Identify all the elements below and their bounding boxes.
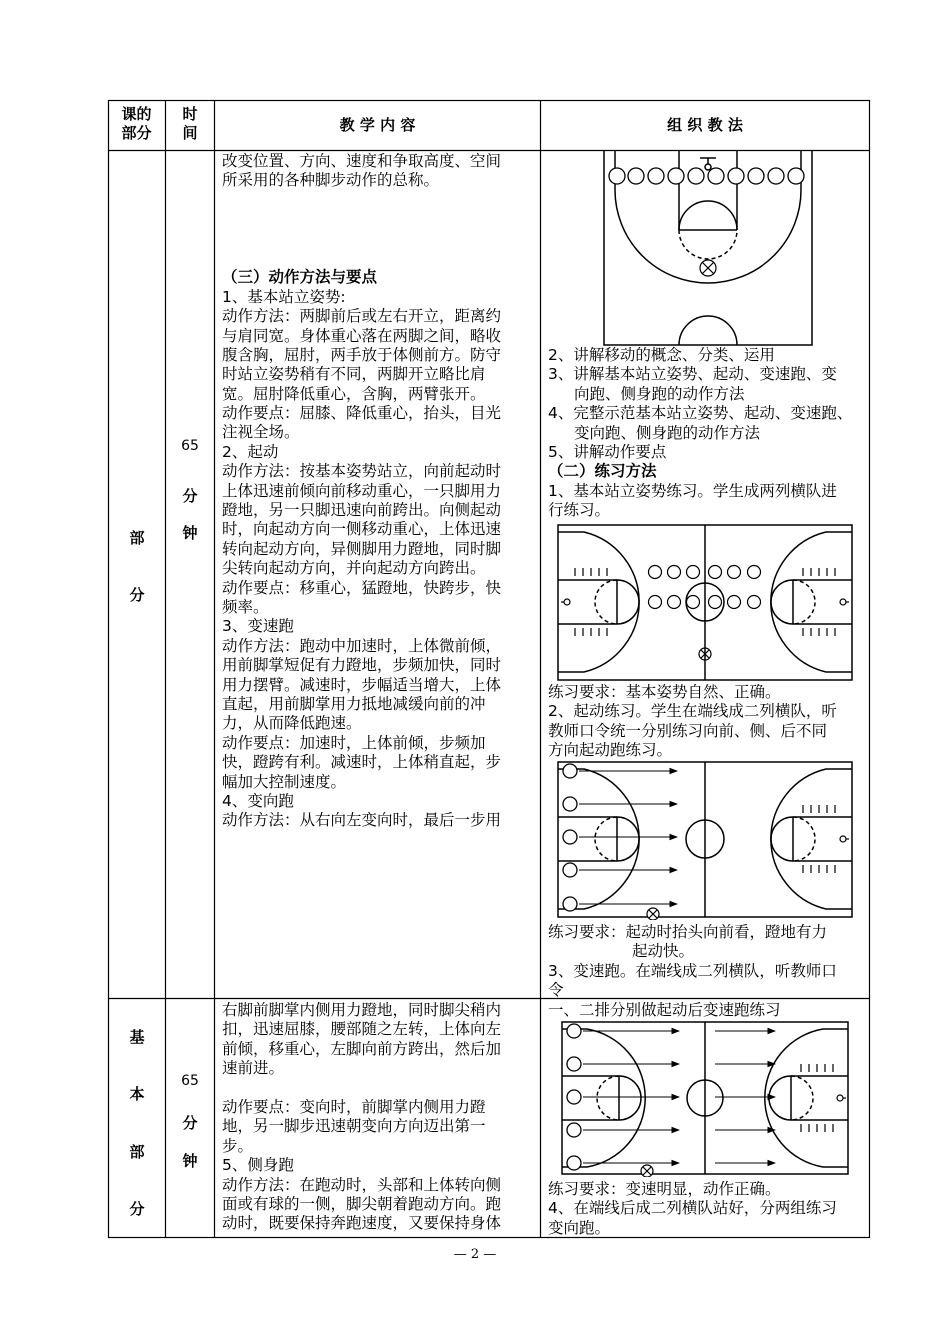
row2-section-char-4: 分 [129, 1200, 145, 1218]
row2-content-text [222, 1001, 536, 1234]
text-line: 动作方法：在跑动时，头部和上体转向侧 [222, 1175, 502, 1194]
header-section [108, 105, 165, 143]
row2-section-char-1: 基 [129, 1028, 145, 1046]
text-line: 改变位置、方向、速度和争取高度、空间 [222, 152, 502, 170]
text-line: 右脚前脚掌内侧用力蹬地，同时脚尖稍内 [222, 1001, 502, 1019]
text-line: 力，从而降低跑速。 [222, 714, 362, 733]
text-line: 5、讲解动作要点 [548, 442, 667, 461]
row1-method-text-b [548, 683, 868, 761]
text-line: 动作方法：从右向左变向时，最后一步用 [222, 811, 502, 830]
text-line: 一、二排分别做起动后变速跑练习 [548, 1001, 781, 1019]
row2-method-text-b [548, 1180, 868, 1238]
text-line: 向跑、侧身跑的动作方法 [574, 384, 745, 403]
row2-time-unit-2: 钟 [182, 1152, 198, 1170]
text-line: 变向跑、侧身跑的动作方法 [574, 423, 761, 442]
text-line: 2、起动 [222, 442, 279, 461]
text-line: 转向起动方向，异侧脚用力蹬地，同时脚 [222, 539, 502, 558]
text-line: 3、讲解基本站立姿势、起动、变速跑、变 [548, 365, 837, 384]
text-line: 动时，既要保持奔跑速度，又要保持身体 [222, 1214, 502, 1233]
text-line: 快，蹬跨有利。减速时，上体稍直起，步 [222, 753, 502, 772]
row2-time-number: 65 [181, 1073, 199, 1089]
row1-time-number: 65 [181, 438, 199, 454]
text-line: 行练习。 [548, 501, 611, 520]
header-method: 组 织 教 法 [667, 116, 743, 134]
text-line: 所采用的各种脚步动作的总称。 [222, 171, 440, 190]
text-line: 蹬地，另一只脚迅速向前跨出。向侧起动 [222, 501, 502, 520]
text-line: 动作要点：屈膝、降低重心，抬头，目光 [222, 404, 502, 423]
text-line [222, 249, 536, 268]
text-line: 与肩同宽。身体重心落在两脚之间，略收 [222, 326, 502, 345]
text-line: 时，向起动方向一侧移动重心，上体迅速 [222, 520, 502, 539]
text-line: 扣，迅速屈膝，腰部随之左转，上体向左 [222, 1020, 502, 1039]
text-line: 宽。屈肘降低重心，含胸，两臂张开。 [222, 384, 486, 403]
header-content: 教 学 内 容 [339, 116, 416, 134]
text-line [222, 210, 536, 229]
text-line: 变向跑。 [548, 1218, 611, 1237]
row1-content-text [222, 152, 536, 831]
text-line [222, 1079, 536, 1098]
row1-section-char-1: 部 [129, 529, 145, 547]
text-line: 动作要点：移重心，猛蹬地，快跨步，快 [222, 578, 502, 597]
header-time-line2: 间 [182, 124, 198, 142]
row1-time-unit-2: 钟 [182, 524, 198, 542]
text-line: 动作要点：变向时，前脚掌内侧用力蹬 [222, 1097, 486, 1116]
text-line [222, 191, 536, 210]
text-line: 4、完整示范基本站立姿势、起动、变速跑、 [548, 404, 853, 423]
text-line: 1、基本站立姿势: [222, 287, 346, 306]
full-court-arrows-diagram [557, 761, 853, 920]
text-line: 尖转向起动方向，并向起动方向跨出。 [222, 559, 486, 578]
text-line: 用力摆臂。减速时，步幅适当增大，上体 [222, 675, 502, 694]
header-time-line1: 时 [182, 105, 198, 123]
text-line: 直起，用前脚掌用力抵地减缓向前的冲 [222, 694, 486, 713]
text-line: 3、变速跑。在端线成二列横队，听教师口 [548, 961, 837, 980]
text-line: 5、侧身跑 [222, 1156, 294, 1175]
row1-time-unit-1: 分 [182, 487, 198, 505]
text-line: 令 [548, 981, 564, 1000]
text-line: 腹含胸，屈肘，两手放于体侧前方。防守 [222, 345, 502, 364]
row2-section-char-3: 部 [129, 1143, 145, 1161]
full-court-variable-speed-diagram [561, 1021, 849, 1177]
text-line: 练习要求：变速明显，动作正确。 [548, 1180, 781, 1198]
row2-method-text-a [548, 1001, 868, 1020]
header-section-line1: 课的 [121, 105, 152, 123]
text-line: 4、变向跑 [222, 791, 294, 810]
text-line: 幅加大控制速度。 [222, 772, 347, 791]
text-line: 地，另一脚步迅速朝变向方向迈出第一 [222, 1117, 486, 1136]
text-line: 上体迅速前倾向前移动重心，一只脚用力 [222, 481, 502, 500]
text-line: 4、在端线后成二列横队站好，分两组练习 [548, 1199, 837, 1218]
text-line: 速前进。 [222, 1059, 285, 1078]
text-line: 2、起动练习。学生在端线成二列横队，听 [548, 702, 837, 721]
text-line: 时站立姿势稍有不同，两脚开立略比肩 [222, 365, 486, 384]
text-line: 教师口令统一分别练习向前、侧、后不同 [548, 721, 828, 740]
half-court-diagram [603, 150, 813, 346]
text-line: 方向起动跑练习。 [548, 741, 673, 760]
header-section-line2: 部分 [121, 124, 152, 142]
text-line: 动作方法：按基本姿势站立，向前起动时 [222, 462, 502, 481]
text-line: 练习要求：基本姿势自然、正确。 [548, 683, 781, 701]
row1-section-char-2: 分 [129, 586, 145, 604]
text-line: 2、讲解移动的概念、分类、运用 [548, 346, 775, 364]
header-time [166, 105, 214, 143]
text-line: 动作方法：跑动中加速时，上体微前倾， [222, 636, 502, 655]
text-line: 注视全场。 [222, 423, 300, 442]
row2-time-unit-1: 分 [182, 1114, 198, 1132]
full-court-two-rows-diagram [557, 524, 853, 681]
page-number: — 2 — [453, 1247, 497, 1262]
text-line: 3、变速跑 [222, 617, 294, 636]
text-line: （三）动作方法与要点 [222, 268, 378, 287]
text-line: 前倾，移重心，左脚向前方跨出，然后加 [222, 1039, 502, 1058]
text-line: 动作方法：两脚前后或左右开立，距离约 [222, 307, 502, 326]
text-line: 频率。 [222, 597, 269, 616]
text-line: 练习要求：起动时抬头向前看，蹬地有力 [548, 923, 828, 941]
text-line: 动作要点：加速时，上体前倾，步频加 [222, 733, 486, 752]
text-line: （二）练习方法 [548, 462, 657, 481]
row1-method-text-a [548, 346, 868, 521]
text-line [222, 230, 536, 249]
text-line: 1、基本站立姿势练习。学生成两列横队进 [548, 481, 837, 500]
row1-method-text-c [548, 923, 868, 1001]
text-line: 用前脚掌短促有力蹬地，步频加快，同时 [222, 656, 502, 675]
text-line: 步。 [222, 1136, 254, 1155]
text-line: 面或有球的一侧，脚尖朝着跑动方向。跑 [222, 1194, 502, 1213]
text-line: 起动快。 [632, 942, 695, 961]
row2-section-char-2: 本 [129, 1085, 145, 1103]
